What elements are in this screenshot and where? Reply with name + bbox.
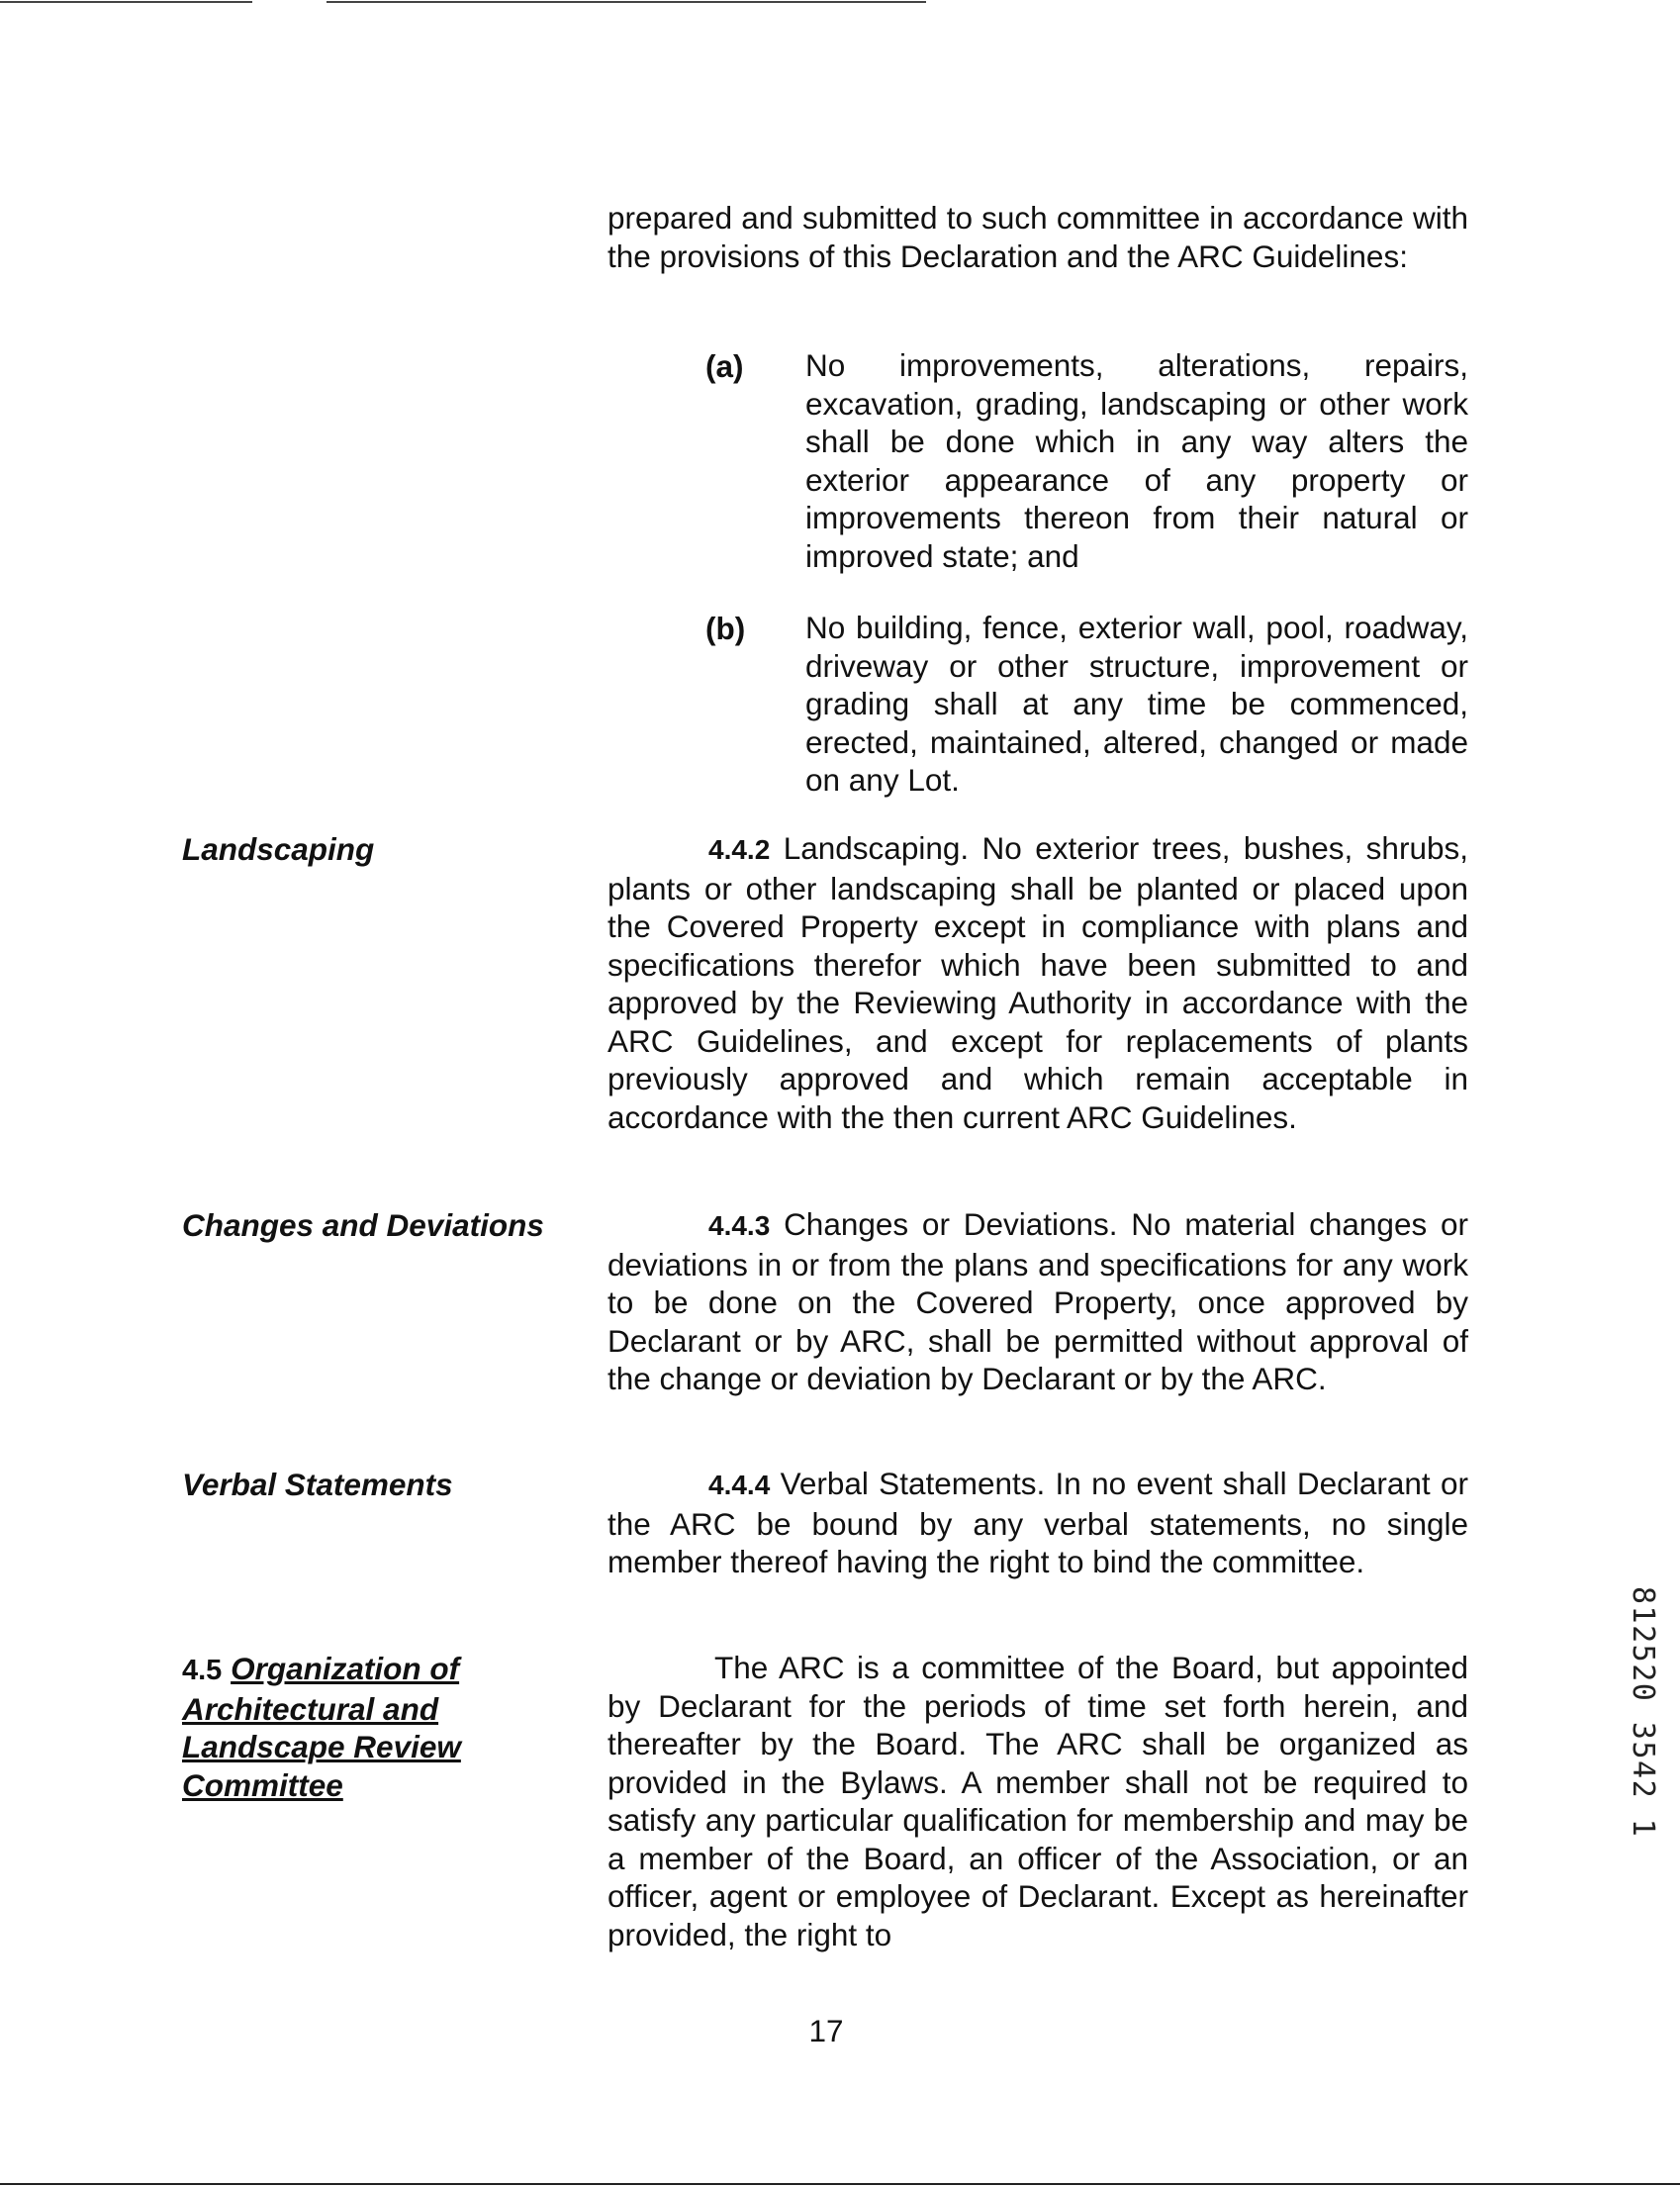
section-number: 4.4.4 bbox=[708, 1470, 771, 1500]
section-text: Changes or Deviations. No material changes or deviations in or from the plans and specifications for any work to be done on the Covered Property, once approved by Declarant or by ARC, shall be permitted without approval of the change or deviation by Declarant or by the ARC. bbox=[607, 1206, 1468, 1396]
section-4-4-4-paragraph bbox=[607, 1465, 1468, 1581]
item-a-text: No improvements, alterations, repairs, excavation, grading, landscaping or other work shall be done which in any way alters the exterior appearance of any property or improvements thereon from their natural or improved state; and bbox=[805, 347, 1468, 574]
bottom-border-line bbox=[0, 2183, 1680, 2185]
top-border-line bbox=[327, 1, 926, 3]
item-b-text: No building, fence, exterior wall, pool, roadway, driveway or other structure, improvement or grading shall at any time be commenced, erected, maintained, altered, changed or made on any Lot. bbox=[805, 610, 1468, 798]
stamp-text: 812520 3542 1 bbox=[1626, 1586, 1660, 1839]
side-heading-verbal-statements: Verbal Statements bbox=[182, 1467, 453, 1502]
section-text: Verbal Statements. In no event shall Declarant or the ARC be bound by any verbal statements, no single member thereof having the right to bind the committee. bbox=[607, 1466, 1468, 1579]
section-title: Organization of Architectural and Landscape Review Committee bbox=[182, 1651, 461, 1803]
section-text: The ARC is a committee of the Board, but appointed by Declarant for the periods of time set forth herein, and thereafter by the Board. The ARC shall be organized as provided in the Bylaws. A member shall not be required to satisfy any particular qualification for membership and may be a member of the Board, an officer of the Association, or an officer, agent or employee of Declarant. Except as hereinafter provided, the right to bbox=[607, 1650, 1468, 1952]
margin-document-stamp bbox=[1623, 1586, 1662, 1854]
section-4-4-3-paragraph bbox=[607, 1205, 1468, 1398]
section-number: 4.4.3 bbox=[708, 1210, 771, 1241]
item-a-label: (a) bbox=[705, 348, 744, 384]
side-heading-changes-and-deviations: Changes and Deviations bbox=[182, 1207, 544, 1243]
side-heading-4-5 bbox=[182, 1650, 509, 1804]
section-text: Landscaping. No exterior trees, bushes, shrubs, plants or other landscaping shall be planted or placed upon the Covered Property except in compliance with plans and specifications therefor which have been submitted to and approved by the Reviewing Authority in accordance with the ARC Guidelines, and except for replacements of plants previously approved and which remain acceptable in accordance with the then current ARC Guidelines. bbox=[607, 830, 1468, 1135]
top-border-line bbox=[0, 1, 252, 3]
page-number: 17 bbox=[808, 2013, 844, 2048]
section-number: 4.5 bbox=[182, 1655, 223, 1686]
section-number: 4.4.2 bbox=[708, 834, 771, 865]
section-4-4-2-paragraph bbox=[607, 829, 1468, 1136]
continuation-paragraph: prepared and submitted to such committee in accordance with the provisions of this Declaration and the ARC Guidelines: bbox=[607, 200, 1468, 274]
section-4-5-paragraph bbox=[607, 1649, 1468, 1953]
item-b-label: (b) bbox=[705, 611, 746, 646]
side-heading-landscaping: Landscaping bbox=[182, 831, 375, 867]
